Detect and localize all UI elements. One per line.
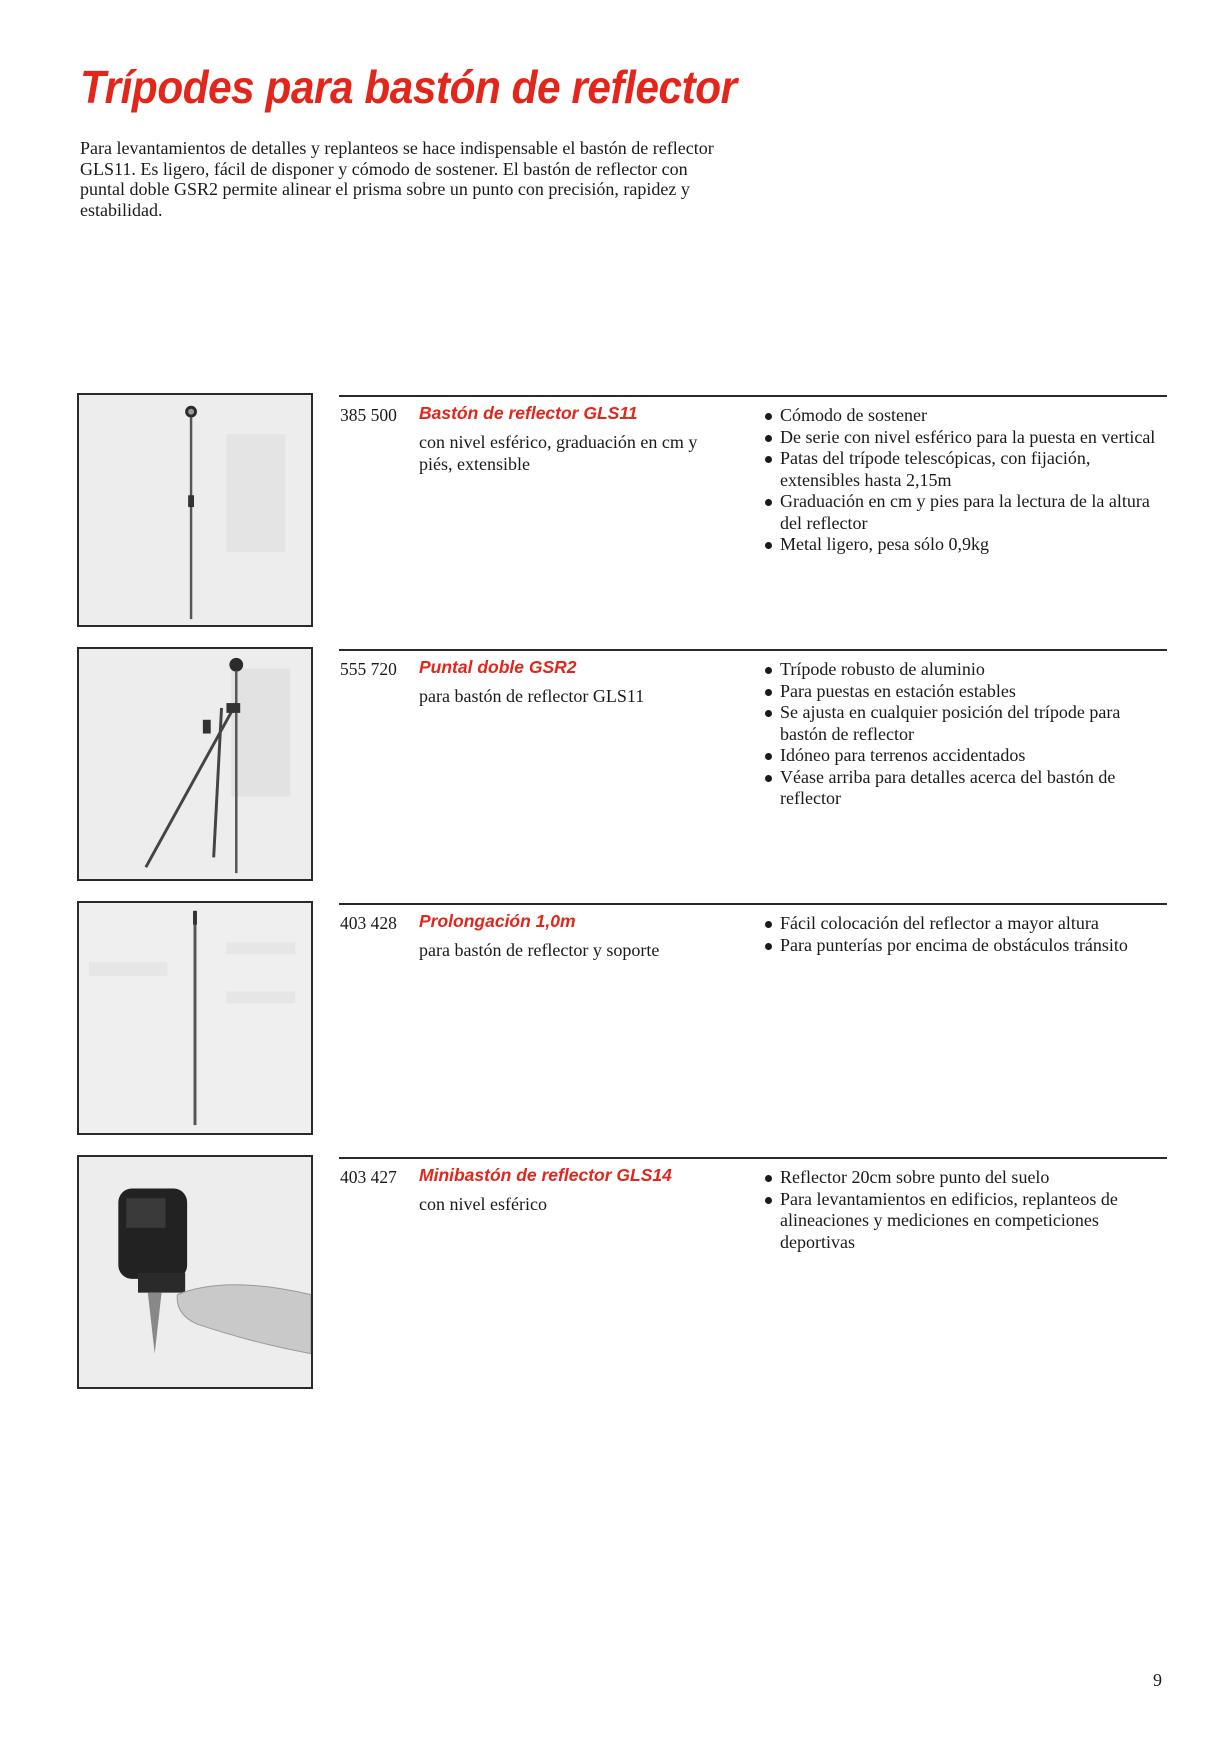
product-divider [339, 395, 1167, 397]
product-gsr2 [77, 647, 1167, 885]
product-divider [339, 649, 1167, 651]
product-gls11 [77, 393, 1167, 631]
feature-list [764, 913, 1164, 956]
product-code: 385 500 [340, 405, 397, 425]
product-description: con nivel esférico [419, 1194, 547, 1214]
product-photo-extension [77, 901, 313, 1135]
product-code: 403 428 [340, 913, 397, 933]
product-photo-gls11 [77, 393, 313, 627]
feature-item: Véase arriba para detalles acerca del bastón de reflector [764, 767, 1164, 810]
product-divider [339, 903, 1167, 905]
bipod-illustration [79, 649, 311, 879]
feature-item: Trípode robusto de aluminio [764, 659, 1164, 681]
feature-item: Graduación en cm y pies para la lectura de la altura del reflector [764, 491, 1164, 534]
feature-item: Fácil colocación del reflector a mayor altura [764, 913, 1164, 935]
page-number: 9 [1153, 1670, 1162, 1690]
product-name: Prolongación 1,0m [419, 911, 576, 931]
page-title: Trípodes para bastón de reflector [80, 61, 737, 113]
product-divider [339, 1157, 1167, 1159]
product-code: 555 720 [340, 659, 397, 679]
product-photo-gsr2 [77, 647, 313, 881]
product-description: con nivel esférico, graduación en cm y piés, extensible [419, 432, 698, 474]
extension-rod-illustration [79, 903, 311, 1133]
product-photo-gls14 [77, 1155, 313, 1389]
feature-list [764, 405, 1164, 556]
feature-item: Para puestas en estación estables [764, 681, 1164, 703]
feature-item: Idóneo para terrenos accidentados [764, 745, 1164, 767]
product-code: 403 427 [340, 1167, 397, 1187]
feature-item: Para levantamientos en edificios, replanteos de alineaciones y mediciones en competiciones deportivas [764, 1189, 1164, 1254]
product-name: Puntal doble GSR2 [419, 657, 577, 677]
product-extension [77, 901, 1167, 1139]
feature-item: Patas del trípode telescópicas, con fijación, extensibles hasta 2,15m [764, 448, 1164, 491]
intro-paragraph: Para levantamientos de detalles y replanteos se hace indispensable el bastón de reflector GLS11. Es ligero, fácil de disponer y cómodo de sostener. El bastón de reflector con puntal doble GSR2 permite alinear el prisma sobre un punto con precisión, rapidez y estabilidad. [80, 138, 714, 220]
product-description: para bastón de reflector GLS11 [419, 686, 645, 706]
feature-item: Cómodo de sostener [764, 405, 1164, 427]
feature-item: Se ajusta en cualquier posición del trípode para bastón de reflector [764, 702, 1164, 745]
product-description: para bastón de reflector y soporte [419, 940, 660, 960]
feature-item: Reflector 20cm sobre punto del suelo [764, 1167, 1164, 1189]
feature-item: Metal ligero, pesa sólo 0,9kg [764, 534, 1164, 556]
product-name: Bastón de reflector GLS11 [419, 403, 638, 423]
feature-item: Para punterías por encima de obstáculos tránsito [764, 935, 1164, 957]
feature-list [764, 1167, 1164, 1253]
mini-pole-in-hand-illustration [79, 1157, 311, 1387]
feature-list [764, 659, 1164, 810]
product-name: Minibastón de reflector GLS14 [419, 1165, 672, 1185]
reflector-pole-illustration [79, 395, 311, 625]
product-gls14 [77, 1155, 1167, 1393]
feature-item: De serie con nivel esférico para la puesta en vertical [764, 427, 1164, 449]
